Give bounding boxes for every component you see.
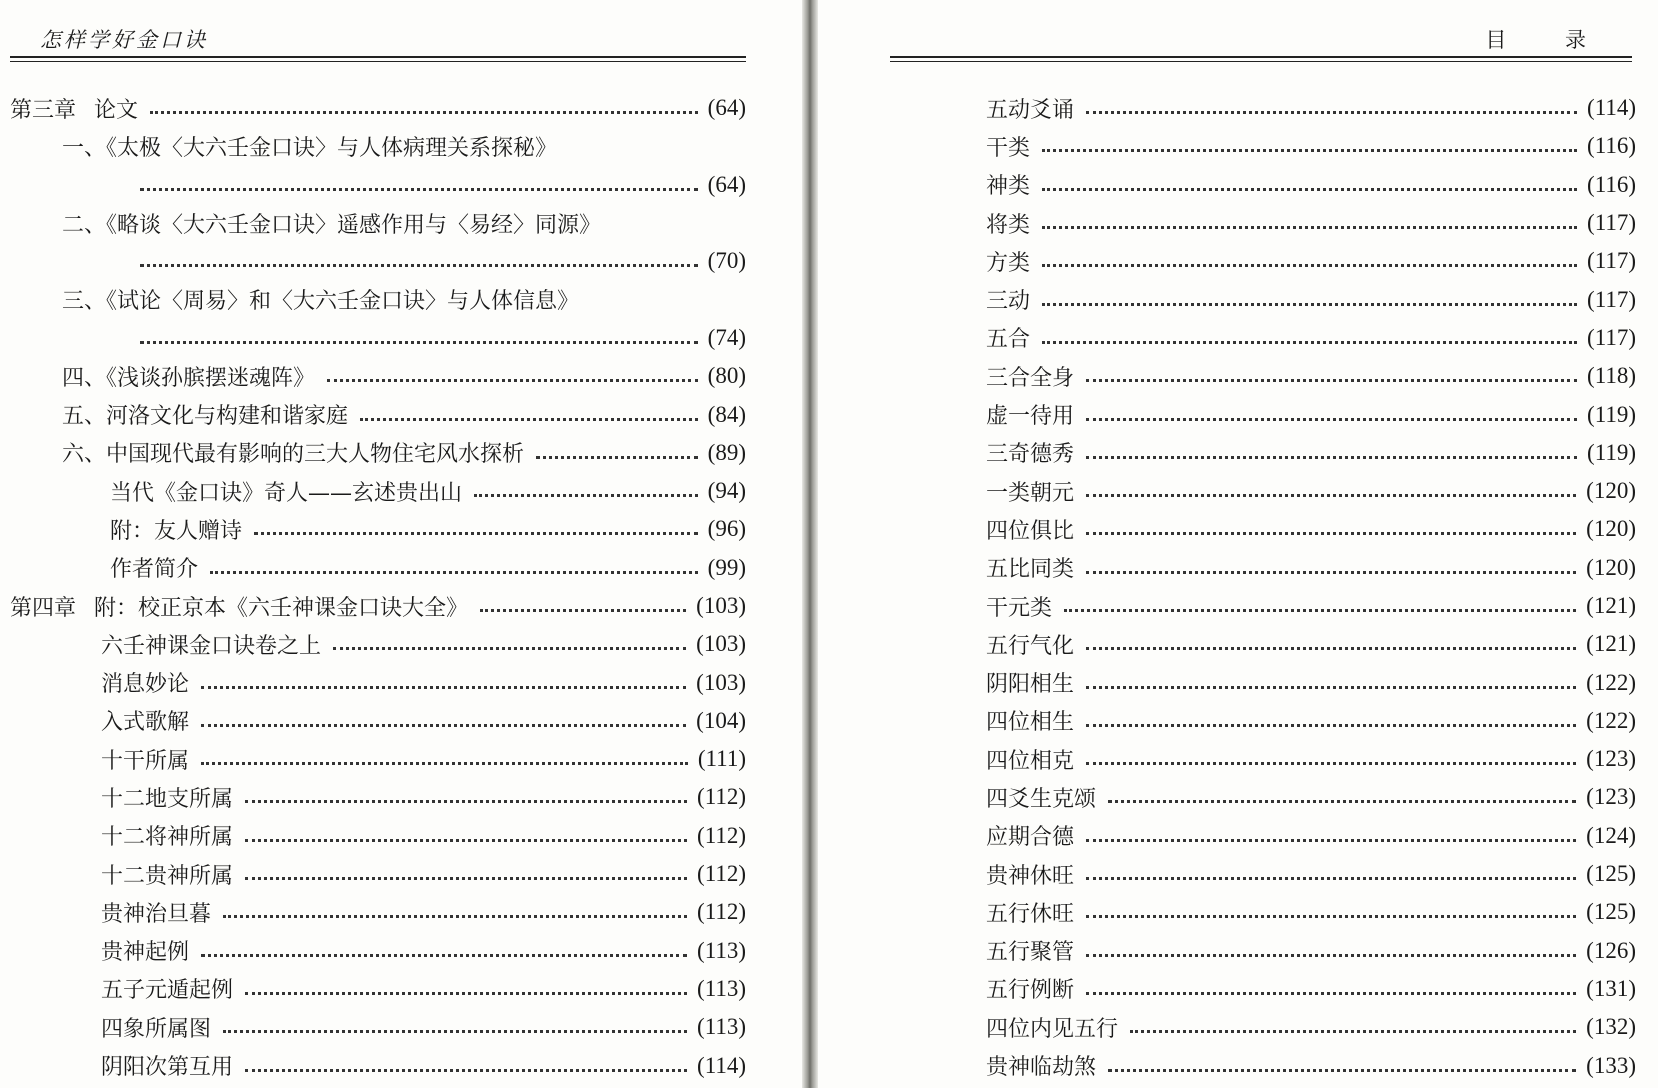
toc-entry[interactable] — [0, 89, 746, 127]
toc-entry-title: 五合 — [986, 327, 1031, 353]
toc-page-number: (99) — [707, 554, 746, 580]
dot-leader — [1042, 225, 1577, 229]
dot-leader — [1086, 493, 1576, 497]
dot-leader — [1086, 953, 1576, 957]
toc-entry[interactable] — [818, 89, 1638, 127]
toc-page-number: (124) — [1586, 822, 1636, 848]
toc-entry[interactable] — [818, 434, 1638, 472]
dot-leader — [536, 455, 698, 459]
toc-entry[interactable] — [0, 932, 746, 970]
toc-entry-title: 四、《浅谈孙膑摆迷魂阵》 — [62, 365, 316, 391]
toc-entry-title: 五动爻诵 — [986, 97, 1075, 123]
toc-entry[interactable] — [0, 549, 746, 587]
book-gutter — [802, 0, 818, 1088]
toc-entry[interactable] — [818, 625, 1638, 663]
toc-page-number: (113) — [697, 1014, 746, 1040]
toc-entry[interactable] — [818, 319, 1638, 357]
toc-entry[interactable] — [0, 242, 746, 280]
toc-entry-title: 六、中国现代最有影响的三大人物住宅风水探析 — [62, 442, 525, 468]
toc-page-number: (113) — [697, 975, 746, 1001]
toc-page-number: (94) — [707, 478, 746, 504]
dot-leader — [223, 914, 687, 918]
toc-entry[interactable] — [818, 204, 1638, 242]
dot-leader — [1108, 799, 1576, 803]
toc-entry-title: 五行气化 — [986, 633, 1075, 659]
toc-entry[interactable] — [0, 817, 746, 855]
toc-page-number: (122) — [1586, 669, 1636, 695]
toc-page-number: (118) — [1587, 363, 1636, 389]
toc-page-number: (103) — [696, 631, 746, 657]
right-page — [818, 0, 1658, 1088]
dot-leader — [245, 799, 687, 803]
toc-entry[interactable] — [818, 395, 1638, 433]
toc-entry-title: 干类 — [986, 135, 1031, 161]
dot-leader — [201, 723, 686, 727]
dot-leader — [1064, 608, 1576, 612]
toc-entry-title: 四象所属图 — [101, 1016, 212, 1042]
toc-entry[interactable] — [818, 893, 1638, 931]
toc-entry[interactable] — [818, 702, 1638, 740]
toc-entry-title: 贵神起例 — [101, 940, 190, 966]
toc-entry-title: 作者简介 — [110, 557, 199, 583]
toc-entry[interactable] — [818, 166, 1638, 204]
book-title-header: 怎样学好金口诀 — [40, 28, 208, 52]
toc-entry-title: 四爻生克颂 — [986, 786, 1097, 812]
toc-page-number: (96) — [707, 516, 746, 542]
toc-page-number: (114) — [1587, 95, 1636, 121]
toc-entry-title: 方类 — [986, 250, 1031, 276]
toc-entry[interactable] — [0, 357, 746, 395]
toc-page-number: (117) — [1587, 248, 1636, 274]
toc-entry-title: 当代《金口诀》奇人——玄述贵出山 — [110, 480, 463, 506]
toc-entry[interactable] — [0, 587, 746, 625]
toc-entry-title: 一、《太极〈大六壬金口诀〉与人体病理关系探秘》 — [62, 135, 558, 161]
toc-entry[interactable] — [0, 319, 746, 357]
toc-entry[interactable] — [818, 242, 1638, 280]
dot-leader — [1042, 302, 1577, 306]
toc-entry-title — [10, 591, 468, 622]
toc-page-number: (125) — [1586, 861, 1636, 887]
dot-leader — [1086, 570, 1576, 574]
toc-entry-title: 应期合德 — [986, 825, 1075, 851]
dot-leader — [327, 378, 698, 382]
toc-entry-title: 入式歌解 — [101, 710, 190, 736]
dot-leader — [245, 991, 687, 995]
toc-entry-title: 消息妙论 — [101, 672, 190, 698]
toc-entry-title: 将类 — [986, 212, 1031, 238]
dot-leader — [140, 263, 698, 267]
toc-entry[interactable] — [0, 1046, 746, 1084]
left-toc-list — [0, 89, 746, 1085]
toc-entry[interactable] — [818, 817, 1638, 855]
toc-entry[interactable] — [0, 893, 746, 931]
dot-leader — [1086, 646, 1576, 650]
toc-entry-title: 十二贵神所属 — [101, 863, 234, 889]
toc-page-number: (121) — [1586, 631, 1636, 657]
dot-leader — [1086, 991, 1576, 995]
toc-entry-title: 一类朝元 — [986, 480, 1075, 506]
toc-entry-title: 四位相生 — [986, 710, 1075, 736]
toc-entry[interactable] — [0, 1008, 746, 1046]
toc-entry-title: 五比同类 — [986, 557, 1075, 583]
toc-entry-title: 阴阳相生 — [986, 672, 1075, 698]
toc-page-number: (103) — [696, 593, 746, 618]
toc-entry-title: 四位俱比 — [986, 518, 1075, 544]
toc-entry-title: 五、河洛文化与构建和谐家庭 — [62, 404, 349, 430]
toc-entry-title: 神类 — [986, 174, 1031, 200]
toc-page-number: (117) — [1587, 210, 1636, 236]
toc-page-number: (119) — [1587, 401, 1636, 427]
header-rule — [10, 56, 746, 62]
toc-entry[interactable] — [818, 357, 1638, 395]
chapter-title: 论文 — [94, 97, 139, 123]
toc-entry[interactable] — [0, 166, 746, 204]
dot-leader — [1086, 723, 1576, 727]
toc-page-number: (125) — [1586, 899, 1636, 925]
dot-leader — [1086, 531, 1576, 535]
toc-page-number: (133) — [1586, 1052, 1636, 1078]
toc-page-number: (74) — [707, 324, 746, 350]
toc-entry[interactable] — [0, 702, 746, 740]
toc-entry-title — [10, 93, 138, 124]
dot-leader — [201, 685, 686, 689]
toc-entry[interactable] — [818, 1008, 1638, 1046]
toc-entry[interactable] — [818, 472, 1638, 510]
toc-entry[interactable] — [818, 280, 1638, 318]
toc-entry[interactable] — [818, 932, 1638, 970]
toc-page-number: (120) — [1586, 478, 1636, 504]
dot-leader — [1086, 455, 1577, 459]
toc-entry[interactable] — [0, 625, 746, 663]
toc-page-number: (119) — [1587, 439, 1636, 465]
toc-page-number: (111) — [697, 746, 746, 772]
toc-page-number: (116) — [1587, 171, 1636, 197]
dot-leader — [360, 417, 698, 421]
dot-leader — [1042, 187, 1577, 191]
dot-leader — [150, 110, 698, 114]
dot-leader — [1130, 1029, 1576, 1033]
dot-leader — [245, 1068, 687, 1072]
toc-entry[interactable] — [818, 587, 1638, 625]
toc-page-number: (112) — [697, 822, 746, 848]
toc-page-number: (80) — [707, 363, 746, 389]
toc-entry[interactable] — [0, 280, 746, 318]
toc-entry-title: 三动 — [986, 289, 1031, 315]
toc-page-number: (64) — [707, 171, 746, 197]
dot-leader — [210, 570, 698, 574]
dot-leader — [1042, 263, 1577, 267]
toc-page-number: (103) — [696, 669, 746, 695]
toc-entry-title: 十二地支所属 — [101, 786, 234, 812]
header-rule — [890, 56, 1632, 62]
dot-leader — [333, 646, 686, 650]
dot-leader — [1042, 340, 1577, 344]
toc-entry[interactable] — [0, 510, 746, 548]
toc-entry[interactable] — [0, 434, 746, 472]
dot-leader — [201, 953, 687, 957]
toc-page-number: (70) — [707, 248, 746, 274]
dot-leader — [1042, 148, 1577, 152]
dot-leader — [1108, 1068, 1576, 1072]
toc-page-number: (131) — [1586, 975, 1636, 1001]
toc-entry-title: 附：友人赠诗 — [110, 518, 243, 544]
toc-entry[interactable] — [818, 127, 1638, 165]
toc-entry-title: 五行例断 — [986, 978, 1075, 1004]
toc-page-number: (117) — [1587, 286, 1636, 312]
chapter-number: 第三章 — [10, 97, 77, 123]
toc-entry-title: 三、《试论〈周易〉和〈大六壬金口诀〉与人体信息》 — [62, 289, 580, 315]
toc-entry[interactable] — [0, 204, 746, 242]
toc-page-number: (121) — [1586, 593, 1636, 618]
dot-leader — [140, 187, 698, 191]
dot-leader — [480, 608, 686, 612]
toc-page-number: (112) — [697, 899, 746, 925]
toc-page-number: (120) — [1586, 516, 1636, 542]
right-toc-list — [818, 89, 1638, 1085]
contents-header: 目 录 — [1485, 28, 1612, 52]
toc-entry[interactable] — [818, 778, 1638, 816]
toc-entry[interactable] — [818, 740, 1638, 778]
toc-entry-title: 干元类 — [986, 595, 1053, 621]
toc-entry-title: 四位相克 — [986, 748, 1075, 774]
toc-entry-title: 五子元遁起例 — [101, 978, 234, 1004]
toc-entry[interactable] — [0, 778, 746, 816]
toc-entry[interactable] — [818, 1046, 1638, 1084]
dot-leader — [245, 876, 687, 880]
dot-leader — [1086, 685, 1576, 689]
toc-entry-title: 四位内见五行 — [986, 1016, 1119, 1042]
chapter-title: 附：校正京本《六壬神课金口诀大全》 — [94, 595, 469, 621]
left-page — [0, 0, 802, 1088]
toc-page-number: (123) — [1586, 746, 1636, 772]
toc-page-number: (116) — [1587, 133, 1636, 159]
toc-page-number: (123) — [1586, 784, 1636, 810]
dot-leader — [474, 493, 698, 497]
toc-entry-title: 贵神临劫煞 — [986, 1055, 1097, 1081]
toc-page-number: (122) — [1586, 707, 1636, 733]
toc-entry[interactable] — [818, 663, 1638, 701]
toc-page-number: (132) — [1586, 1014, 1636, 1040]
dot-leader — [223, 1029, 687, 1033]
toc-entry-title: 贵神治旦暮 — [101, 901, 212, 927]
toc-page-number: (112) — [697, 784, 746, 810]
toc-page-number: (104) — [696, 707, 746, 733]
toc-page-number: (84) — [707, 401, 746, 427]
toc-entry-title: 阴阳次第互用 — [101, 1055, 234, 1081]
toc-entry-title: 三合全身 — [986, 365, 1075, 391]
toc-page-number: (64) — [707, 95, 746, 121]
toc-entry[interactable] — [818, 549, 1638, 587]
toc-page-number: (126) — [1586, 937, 1636, 963]
toc-entry-title: 五行休旺 — [986, 901, 1075, 927]
toc-entry-title: 虚一待用 — [986, 404, 1075, 430]
toc-entry[interactable] — [0, 395, 746, 433]
dot-leader — [1086, 876, 1576, 880]
dot-leader — [1086, 914, 1576, 918]
toc-entry-title: 三奇德秀 — [986, 442, 1075, 468]
toc-entry-title: 贵神休旺 — [986, 863, 1075, 889]
toc-entry-title: 十二将神所属 — [101, 825, 234, 851]
dot-leader — [1086, 378, 1577, 382]
toc-page-number: (113) — [697, 937, 746, 963]
chapter-number: 第四章 — [10, 595, 77, 621]
toc-entry[interactable] — [0, 663, 746, 701]
toc-entry-title: 二、《略谈〈大六壬金口诀〉遥感作用与〈易经〉同源》 — [62, 212, 602, 238]
dot-leader — [1086, 110, 1577, 114]
toc-entry[interactable] — [0, 855, 746, 893]
dot-leader — [245, 838, 687, 842]
dot-leader — [1086, 417, 1577, 421]
toc-entry[interactable] — [818, 510, 1638, 548]
toc-entry[interactable] — [818, 970, 1638, 1008]
toc-page-number: (120) — [1586, 554, 1636, 580]
toc-page-number: (117) — [1587, 324, 1636, 350]
toc-entry[interactable] — [0, 472, 746, 510]
dot-leader — [254, 531, 698, 535]
dot-leader — [140, 340, 698, 344]
toc-entry[interactable] — [0, 970, 746, 1008]
dot-leader — [1086, 761, 1576, 765]
toc-entry[interactable] — [0, 127, 746, 165]
dot-leader — [201, 761, 688, 765]
toc-entry[interactable] — [818, 855, 1638, 893]
toc-page-number: (112) — [697, 861, 746, 887]
toc-entry-title: 六壬神课金口诀卷之上 — [101, 633, 322, 659]
toc-entry-title: 五行聚管 — [986, 940, 1075, 966]
toc-entry-title: 十干所属 — [101, 748, 190, 774]
dot-leader — [1086, 838, 1576, 842]
toc-entry[interactable] — [0, 740, 746, 778]
toc-page-number: (89) — [707, 439, 746, 465]
toc-page-number: (114) — [697, 1052, 746, 1078]
